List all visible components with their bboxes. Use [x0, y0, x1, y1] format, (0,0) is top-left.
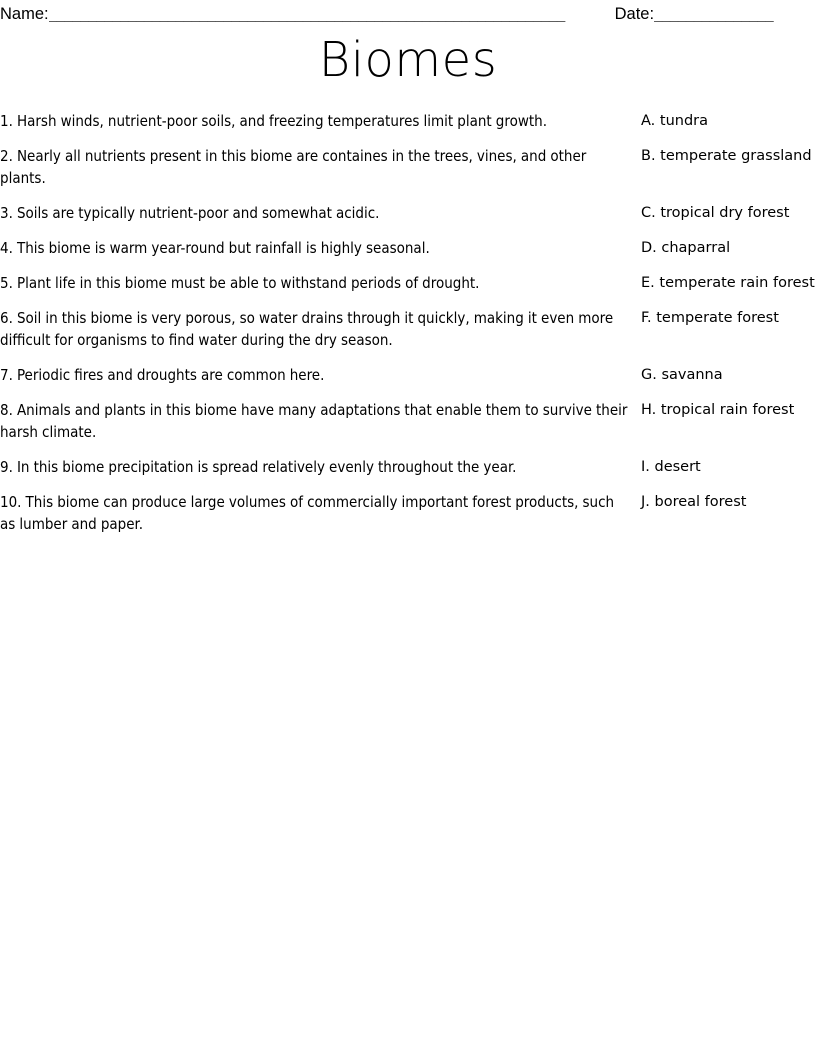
- question-item: 3. Soils are typically nutrient-poor and somewhat acidic.: [0, 204, 380, 222]
- answer-choice: G. savanna: [641, 367, 723, 383]
- date-label: Date:: [614, 5, 655, 23]
- question-item: 6. Soil in this biome is very porous, so water drains through it quickly, making it even more difficult for organisms to find water during the dry season.: [0, 309, 614, 349]
- matching-row: [0, 202, 816, 224]
- name-blank-line[interactable]: _________________________________________________________________: [48, 6, 565, 23]
- answer-choice: F. temperate forest: [641, 310, 779, 326]
- question-item: 9. In this biome precipitation is spread relatively evenly throughout the year.: [0, 458, 517, 476]
- matching-row: [0, 110, 816, 132]
- answer-choice: H. tropical rain forest: [641, 402, 795, 418]
- name-date-header: [0, 0, 816, 26]
- answer-choice: C. tropical dry forest: [641, 205, 790, 221]
- question-item: 10. This biome can produce large volumes of commercially important forest products, such as lumber and paper.: [0, 493, 615, 533]
- matching-row: [0, 272, 816, 294]
- question-item: 1. Harsh winds, nutrient-poor soils, and freezing temperatures limit plant growth.: [0, 112, 547, 130]
- matching-row: [0, 145, 816, 189]
- matching-row: [0, 456, 816, 478]
- answer-choice: I. desert: [641, 459, 701, 475]
- answer-choice: B. temperate grassland: [641, 148, 812, 164]
- matching-row: [0, 399, 816, 443]
- matching-row: [0, 364, 816, 386]
- question-item: 7. Periodic fires and droughts are common here.: [0, 366, 325, 384]
- date-blank-line[interactable]: _______________: [654, 6, 774, 23]
- answer-choice: E. temperate rain forest: [641, 275, 815, 291]
- matching-list: [0, 110, 816, 548]
- matching-row: [0, 237, 816, 259]
- question-item: 4. This biome is warm year-round but rainfall is highly seasonal.: [0, 239, 430, 257]
- question-item: 2. Nearly all nutrients present in this biome are containes in the trees, vines, and other plants.: [0, 147, 587, 187]
- question-item: 5. Plant life in this biome must be able to withstand periods of drought.: [0, 274, 480, 292]
- matching-row: [0, 491, 816, 535]
- page-title: Biomes: [318, 32, 498, 88]
- name-label: Name:: [0, 5, 49, 23]
- matching-row: [0, 307, 816, 351]
- answer-choice: A. tundra: [641, 113, 708, 129]
- answer-choice: D. chaparral: [641, 240, 731, 256]
- question-item: 8. Animals and plants in this biome have many adaptations that enable them to survive their harsh climate.: [0, 401, 628, 441]
- answer-choice: J. boreal forest: [641, 494, 747, 510]
